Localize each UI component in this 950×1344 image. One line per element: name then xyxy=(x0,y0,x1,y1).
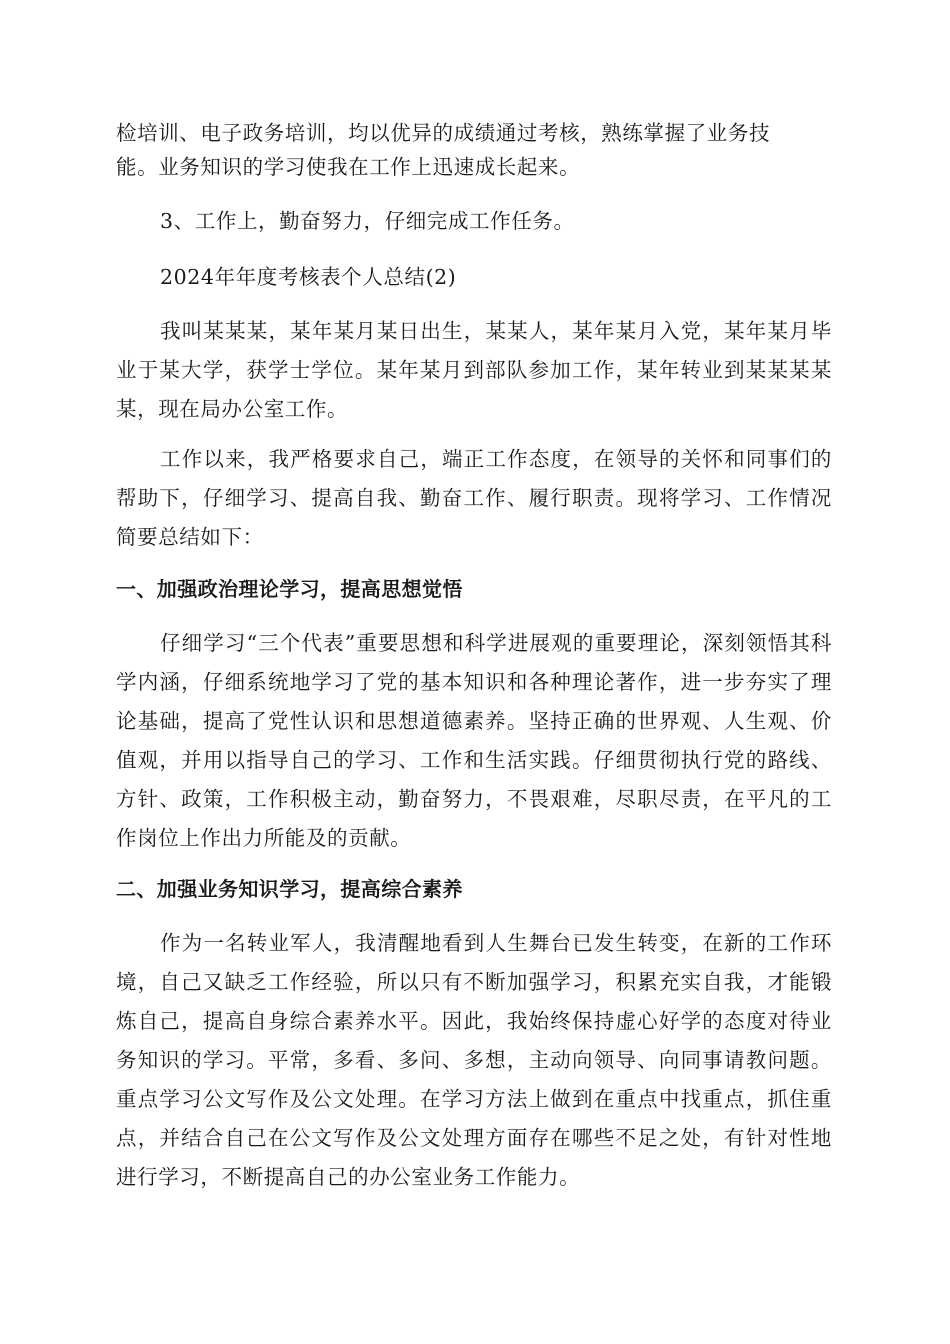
heading-business-study: 二、加强业务知识学习，提高综合素养 xyxy=(116,877,463,901)
paragraph-self-intro: 我叫某某某，某年某月某日出生，某某人，某年某月入党，某年某月毕业于某大学，获学士学位。某年某月到部队参加工作，某年转业到某某某某某，现在局办公室工作。 xyxy=(116,319,832,421)
paragraph-political-study: 仔细学习“三个代表”重要思想和科学进展观的重要理论，深刻领悟其科学内涵，仔细系统地学习了党的基本知识和各种理论著作，进一步夯实了理论基础，提高了党性认识和思想道德素养。坚持正确的世界观、人生观、价值观，并用以指导自己的学习、工作和生活实践。仔细贯彻执行党的路线、方针、政策，工作积极主动，勤奋努力，不畏艰难，尽职尽责，在平凡的工作岗位上作出力所能及的贡献。 xyxy=(116,631,832,850)
section-title: 2024年年度考核表个人总结(2) xyxy=(160,265,457,289)
heading-political-study: 一、加强政治理论学习，提高思想觉悟 xyxy=(116,577,463,601)
paragraph-business-study: 作为一名转业军人，我清醒地看到人生舞台已发生转变，在新的工作环境，自己又缺乏工作经验，所以只有不断加强学习，积累充实自我，才能锻炼自己，提高自身综合素养水平。因此，我始终保持虚心好学的态度对待业务知识的学习。平常，多看、多问、多想，主动向领导、向同事请教问题。重点学习公文写作及公文处理。在学习方法上做到在重点中找重点，抓住重点，并结合自己在公文写作及公文处理方面存在哪些不足之处，有针对性地进行学习，不断提高自己的办公室业务工作能力。 xyxy=(116,931,832,1189)
paragraph-work-summary-intro: 工作以来，我严格要求自己，端正工作态度，在领导的关怀和同事们的帮助下，仔细学习、提高自我、勤奋工作、履行职责。现将学习、工作情况简要总结如下： xyxy=(116,447,832,549)
paragraph-item-3: 3、工作上，勤奋努力，仔细完成工作任务。 xyxy=(160,209,575,233)
paragraph-continued-line-1: 检培训、电子政务培训，均以优异的成绩通过考核，熟练掌握了业务技 xyxy=(116,121,771,145)
paragraph-continued-line-2: 能。业务知识的学习使我在工作上迅速成长起来。 xyxy=(116,155,581,179)
